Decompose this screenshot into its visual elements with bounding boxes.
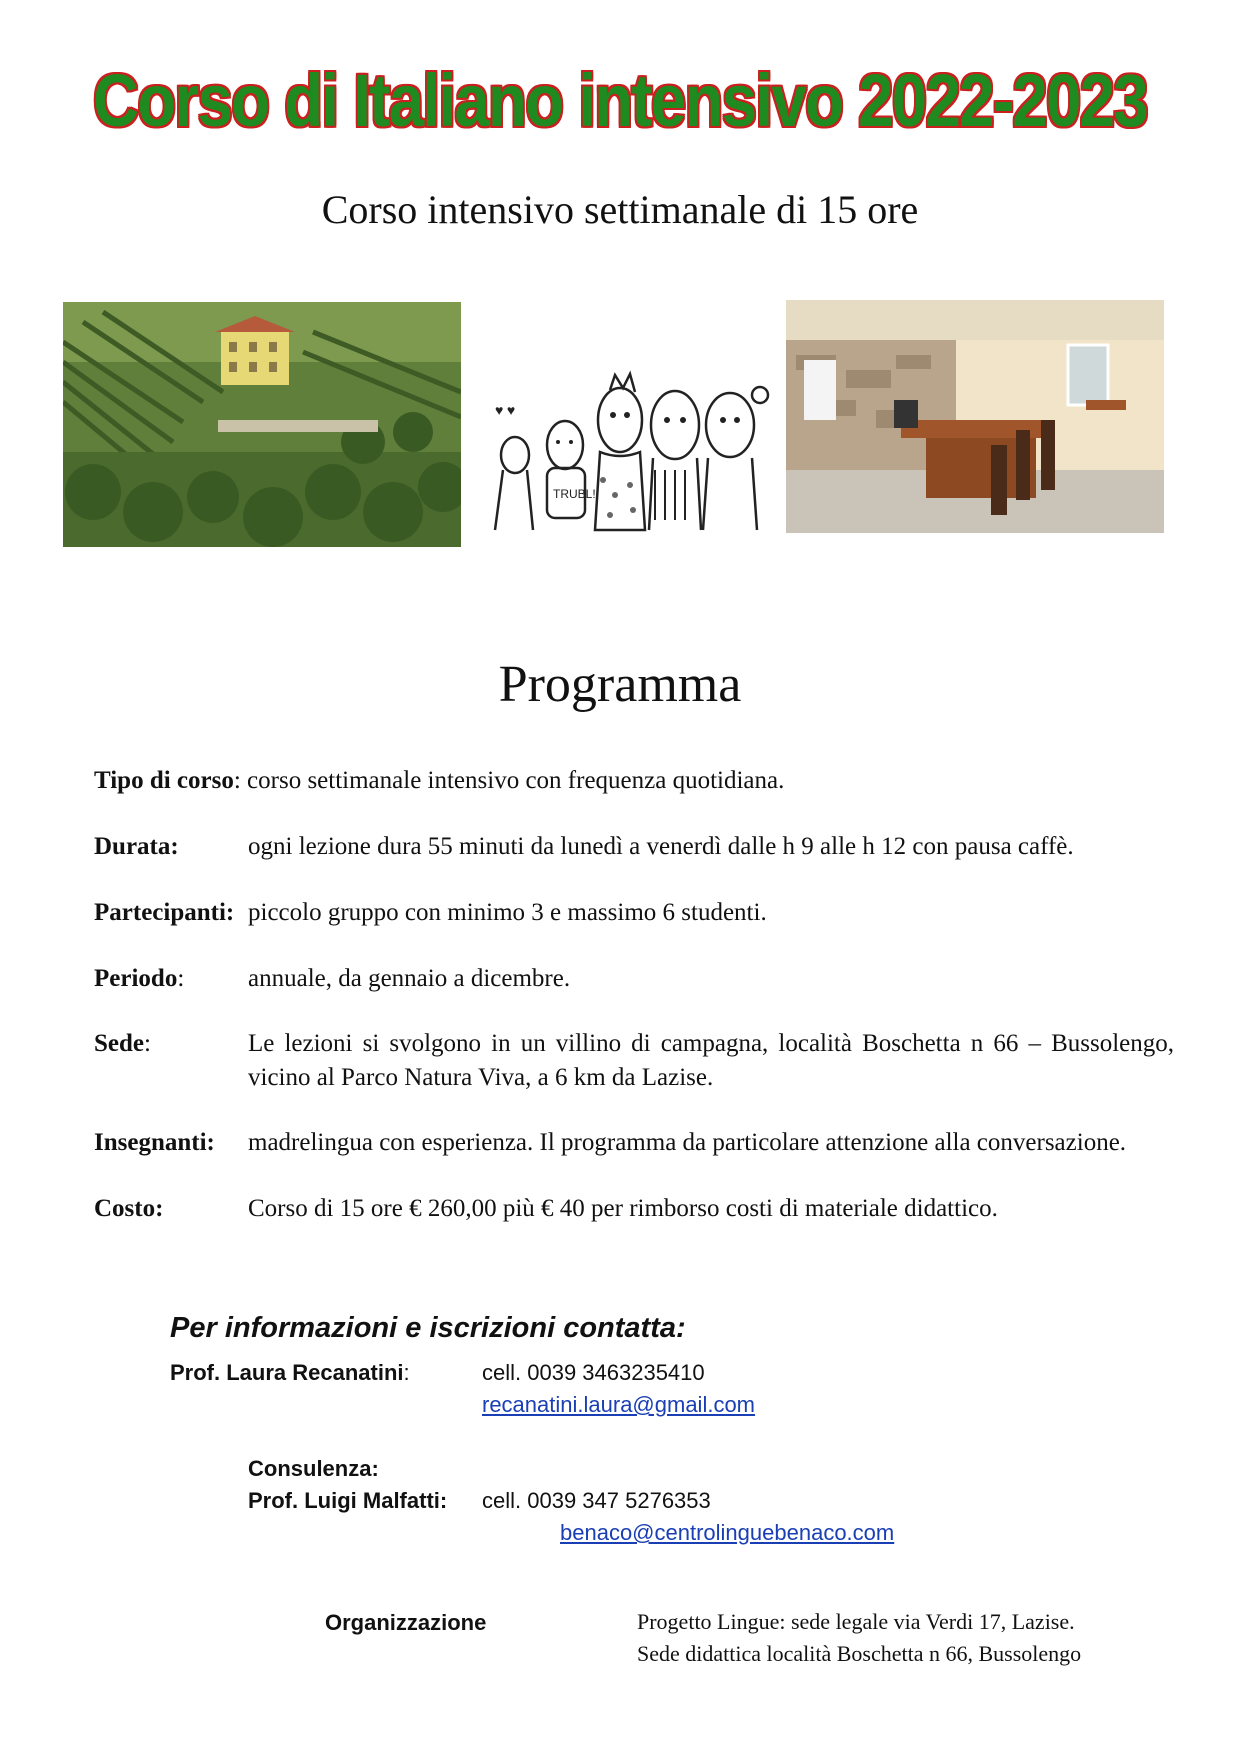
- cartoon-people-illustration: [475, 370, 785, 540]
- program-row-costo: [94, 1192, 1174, 1226]
- row-label: Insegnanti:: [94, 1129, 215, 1156]
- contact-primary-name: Prof. Laura Recanatini:: [170, 1360, 410, 1385]
- program-row-periodo: Periodo: annuale, da gennaio a dicembre.: [94, 962, 1174, 996]
- row-label: Sede: [94, 1030, 144, 1057]
- row-label: Partecipanti:: [94, 899, 235, 926]
- row-label: Costo:: [94, 1195, 164, 1222]
- row-label: Durata:: [94, 833, 179, 860]
- row-value: ogni lezione dura 55 minuti da lunedì a venerdì dalle h 9 alle h 12 con pausa caffè.: [248, 833, 1074, 860]
- row-label: Tipo di corso: [94, 767, 234, 794]
- row-value: annuale, da gennaio a dicembre.: [248, 965, 571, 992]
- page-subtitle: Corso intensivo settimanale di 15 ore: [321, 187, 919, 232]
- classroom-photo: [786, 300, 1164, 533]
- contact-primary-email-link[interactable]: recanatini.laura@gmail.com: [482, 1392, 756, 1417]
- row-label: Periodo: [94, 965, 178, 992]
- organization-line-1: Progetto Lingue: sede legale via Verdi 17, Lazise.: [637, 1609, 1075, 1634]
- consulting-name: Prof. Luigi Malfatti:: [248, 1488, 448, 1513]
- row-value: Le lezioni si svolgono in un villino di campagna, località Boschetta n 66 – Bussolengo, vicino al Parco Natura Viva, a 6 km da Lazise.: [248, 1030, 1174, 1091]
- consulting-label: Consulenza:: [248, 1456, 379, 1481]
- row-value: madrelingua con esperienza. Il programma da particolare attenzione alla conversazione.: [248, 1129, 1127, 1156]
- program-row-sede: Sede: Le lezioni si svolgono in un villino di campagna, località Boschetta n 66 – Bussolengo, vicino al Parco Natura Viva, a 6 km da Lazise.: [94, 1027, 1174, 1097]
- contact-heading: Per informazioni e iscrizioni contatta:: [170, 1312, 686, 1344]
- program-row-durata: [94, 830, 1174, 864]
- svg-text:♥ ♥: ♥ ♥: [495, 404, 516, 419]
- program-heading: Programma: [498, 656, 742, 713]
- contact-primary-phone: cell. 0039 3463235410: [482, 1360, 705, 1385]
- row-value: piccolo gruppo con minimo 3 e massimo 6 studenti.: [248, 899, 767, 926]
- program-row-partecipanti: [94, 896, 1174, 930]
- cartoon-sign-text: TRUBL!: [553, 487, 596, 501]
- row-value: corso settimanale intensivo con frequenza quotidiana.: [247, 767, 785, 794]
- organization-line-2: Sede didattica località Boschetta n 66, Bussolengo: [637, 1641, 1082, 1666]
- program-row-tipo: Tipo di corso: corso settimanale intensivo con frequenza quotidiana.: [94, 767, 785, 794]
- villa-vineyard-photo: [63, 302, 461, 547]
- row-value: Corso di 15 ore € 260,00 più € 40 per rimborso costi di materiale didattico.: [248, 1195, 998, 1222]
- page-title: Corso di Italiano intensivo 2022-2023: [93, 59, 1147, 142]
- consulting-email-link[interactable]: benaco@centrolinguebenaco.com: [560, 1520, 895, 1545]
- organization-label: Organizzazione: [325, 1610, 487, 1635]
- consulting-phone: cell. 0039 347 5276353: [482, 1488, 711, 1513]
- program-row-insegnanti: [94, 1126, 1174, 1160]
